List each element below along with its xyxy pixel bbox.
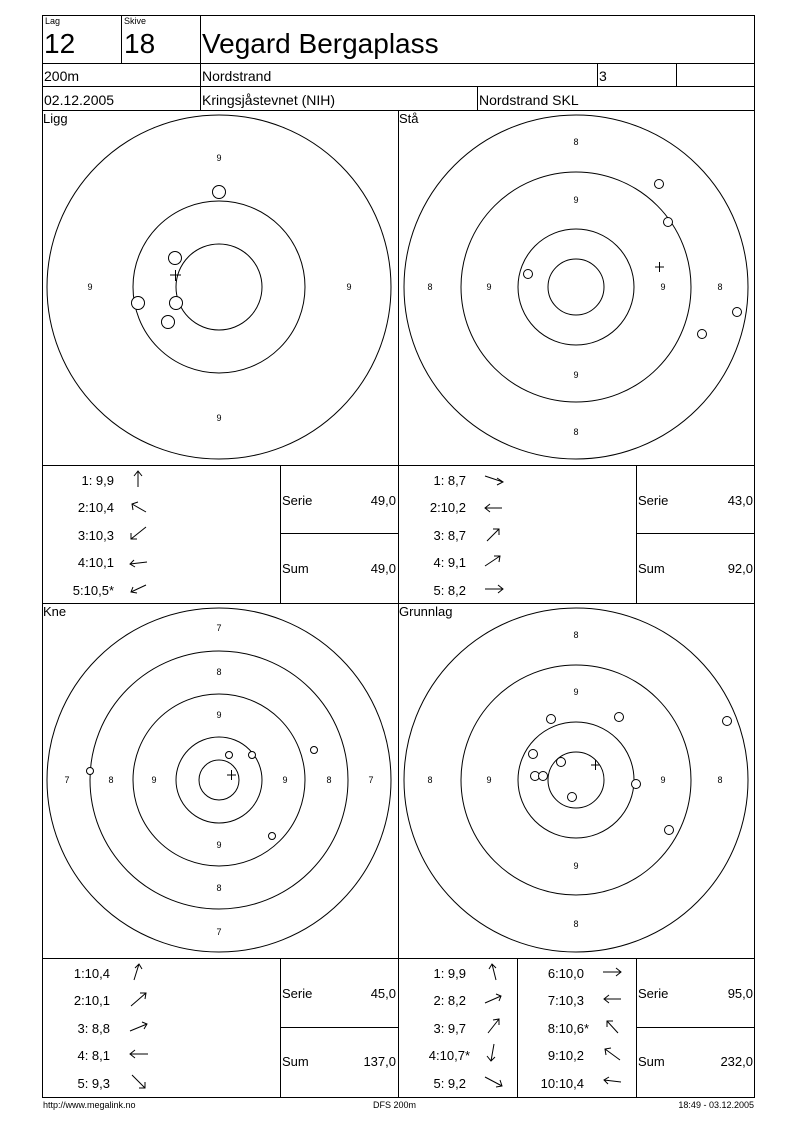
svg-text:7: 7 — [368, 775, 374, 785]
shot-score: 2:10,2 — [429, 500, 466, 515]
shot-score: 5: 8,2 — [433, 583, 466, 598]
arrow-up-right-icon — [487, 529, 499, 541]
shots-ligg — [132, 186, 226, 329]
arrow-right-icon — [485, 476, 503, 485]
ring-labels — [64, 137, 722, 937]
svg-text:9: 9 — [660, 282, 666, 292]
svg-text:9: 9 — [573, 861, 579, 871]
center-mark-grunnlag — [591, 760, 600, 770]
arrow-left-icon — [604, 1077, 621, 1084]
center-mark-kne — [227, 770, 236, 780]
svg-text:8: 8 — [573, 630, 579, 640]
svg-text:8: 8 — [427, 775, 433, 785]
arrow-right-icon — [485, 994, 501, 1003]
club: Nordstrand — [202, 68, 272, 84]
svg-text:7: 7 — [216, 623, 222, 633]
target-sta — [404, 115, 748, 459]
date: 02.12.2005 — [44, 92, 115, 108]
organizer: Nordstrand SKL — [479, 92, 579, 108]
footer-program: DFS 200m — [373, 1100, 417, 1110]
venue: Kringsjåstevnet (NIH) — [202, 92, 336, 108]
svg-text:9: 9 — [216, 413, 222, 423]
svg-text:9: 9 — [486, 282, 492, 292]
svg-text:8: 8 — [573, 919, 579, 929]
arrow-up-icon — [134, 964, 142, 980]
serie-label-ligg: Serie — [282, 493, 313, 508]
arrow-down-left-icon — [131, 585, 146, 593]
target-kne — [47, 608, 391, 952]
sum-label-kne: Sum — [282, 1054, 309, 1069]
target-grunnlag — [404, 608, 748, 952]
skive-value: 18 — [124, 28, 156, 59]
svg-text:8: 8 — [216, 883, 222, 893]
shooter-name: Vegard Bergaplass — [202, 28, 439, 59]
shot-score: 3: 8,7 — [433, 528, 466, 543]
shot-score: 3: 8,8 — [77, 1021, 110, 1036]
shot-score: 8:10,6* — [547, 1021, 589, 1036]
arrow-left-icon — [130, 560, 147, 567]
arrow-down-right-icon — [132, 1075, 145, 1088]
shots-grunnlag — [529, 713, 732, 835]
arrow-up-icon — [134, 471, 142, 487]
svg-text:9: 9 — [573, 195, 579, 205]
svg-text:8: 8 — [573, 427, 579, 437]
svg-text:9: 9 — [660, 775, 666, 785]
sum-label-grunnlag: Sum — [638, 1054, 665, 1069]
svg-text:9: 9 — [573, 370, 579, 380]
shot-score: 5: 9,2 — [433, 1076, 466, 1091]
shot-score: 6:10,0 — [547, 966, 584, 981]
shot-score: 2:10,1 — [73, 993, 110, 1008]
arrow-up-left-icon — [605, 1048, 620, 1060]
shots-kne — [87, 747, 318, 840]
sum-value-sta: 92,0 — [727, 561, 753, 576]
serie-value-kne: 45,0 — [370, 986, 396, 1001]
serie-label-kne: Serie — [282, 986, 313, 1001]
svg-text:8: 8 — [108, 775, 114, 785]
svg-text:8: 8 — [216, 667, 222, 677]
center-mark-sta — [655, 262, 664, 272]
svg-text:9: 9 — [151, 775, 157, 785]
arrow-down-right-icon — [485, 1077, 502, 1087]
footer-url[interactable]: http://www.megalink.no — [43, 1100, 136, 1110]
shot-score: 4:10,7* — [428, 1048, 470, 1063]
shot-score: 3: 9,7 — [433, 1021, 466, 1036]
arrow-up-left-icon — [607, 1021, 618, 1033]
sum-value-grunnlag: 232,0 — [720, 1054, 753, 1069]
arrow-left-icon — [485, 504, 502, 512]
shot-score: 2:10,4 — [77, 500, 114, 515]
svg-text:7: 7 — [216, 927, 222, 937]
shot-score: 1: 8,7 — [433, 473, 466, 488]
serie-label-sta: Serie — [638, 493, 669, 508]
distance: 200m — [44, 68, 80, 84]
sum-label-sta: Sum — [638, 561, 665, 576]
svg-text:9: 9 — [346, 282, 352, 292]
sum-value-kne: 137,0 — [363, 1054, 396, 1069]
section-title-sta: Stå — [399, 111, 419, 126]
footer-timestamp: 18:49 - 03.12.2005 — [678, 1100, 754, 1110]
shot-score: 4:10,1 — [77, 555, 114, 570]
arrow-down-left-icon — [131, 527, 146, 539]
shot-score: 10:10,4 — [540, 1076, 584, 1091]
shot-score: 5:10,5* — [72, 583, 114, 598]
svg-text:9: 9 — [216, 710, 222, 720]
sum-value-ligg: 49,0 — [370, 561, 396, 576]
target-ligg — [47, 115, 391, 459]
arrow-up-right-icon — [131, 993, 146, 1006]
section-title-ligg: Ligg — [43, 111, 68, 126]
shot-score: 1: 9,9 — [433, 966, 466, 981]
arrow-left-icon — [130, 1050, 148, 1058]
section-title-kne: Kne — [43, 604, 67, 619]
shot-score: 5: 9,3 — [77, 1076, 110, 1091]
svg-text:9: 9 — [87, 282, 93, 292]
svg-text:8: 8 — [427, 282, 433, 292]
shot-score: 9:10,2 — [547, 1048, 584, 1063]
arrow-up-right-icon — [488, 1019, 499, 1033]
skive-label: Skive — [124, 16, 147, 26]
shot-score: 4: 8,1 — [77, 1048, 110, 1063]
svg-text:9: 9 — [282, 775, 288, 785]
section-title-grunnlag: Grunnlag — [399, 604, 453, 619]
arrow-up-left-icon — [132, 502, 146, 512]
shot-score: 2: 8,2 — [433, 993, 466, 1008]
svg-text:7: 7 — [64, 775, 70, 785]
svg-text:8: 8 — [717, 775, 723, 785]
svg-text:9: 9 — [486, 775, 492, 785]
arrow-right-icon — [485, 585, 503, 593]
svg-text:9: 9 — [216, 153, 222, 163]
serie-value-ligg: 49,0 — [370, 493, 396, 508]
arrow-right-icon — [130, 1022, 147, 1031]
svg-text:8: 8 — [573, 137, 579, 147]
arrow-up-icon — [489, 964, 496, 980]
shot-score: 4: 9,1 — [433, 555, 466, 570]
sum-label-ligg: Sum — [282, 561, 309, 576]
lag-label: Lag — [45, 16, 61, 26]
shot-score: 7:10,3 — [547, 993, 584, 1008]
arrow-up-right-icon — [485, 556, 500, 566]
shot-score: 1:10,4 — [73, 966, 110, 981]
arrow-right-icon — [603, 968, 621, 976]
svg-text:8: 8 — [326, 775, 332, 785]
svg-text:8: 8 — [717, 282, 723, 292]
svg-text:9: 9 — [216, 840, 222, 850]
shots-sta — [524, 180, 742, 339]
lag-value: 12 — [44, 28, 76, 59]
arrow-down-icon — [487, 1044, 495, 1061]
arrow-left-icon — [604, 995, 621, 1003]
serie-label-grunnlag: Serie — [638, 986, 669, 1001]
serie-value-sta: 43,0 — [727, 493, 753, 508]
svg-text:9: 9 — [573, 687, 579, 697]
class: 3 — [599, 68, 607, 84]
serie-value-grunnlag: 95,0 — [727, 986, 753, 1001]
shot-score: 3:10,3 — [77, 528, 114, 543]
shot-score: 1: 9,9 — [81, 473, 114, 488]
